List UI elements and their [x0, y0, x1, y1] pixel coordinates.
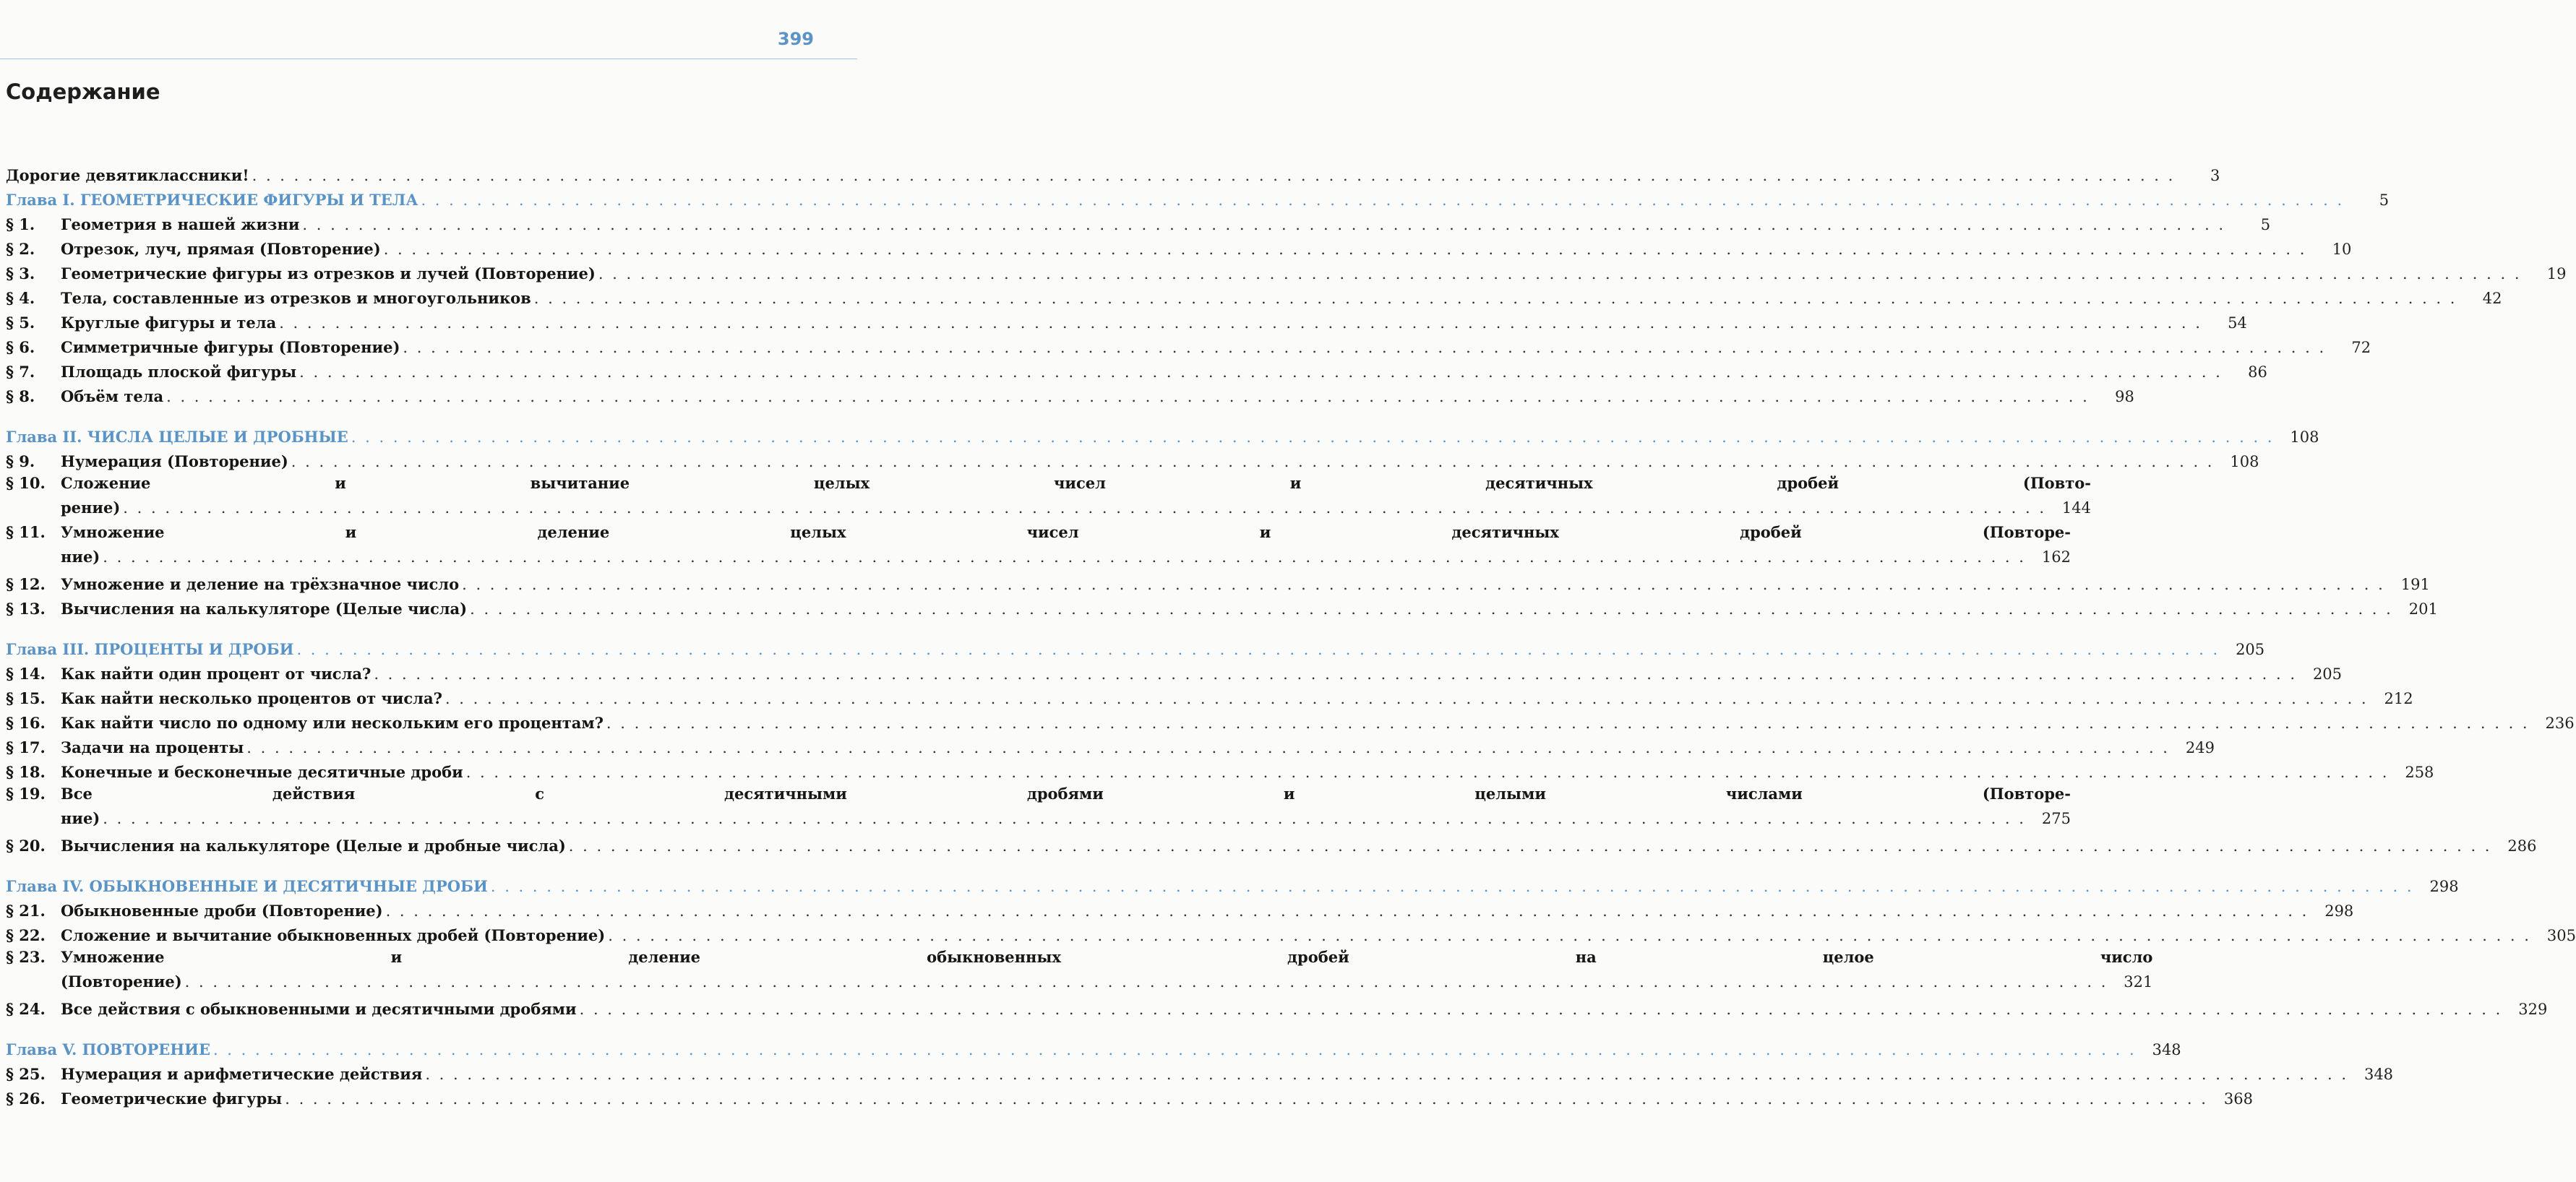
section-number: § 15. [6, 689, 46, 707]
chapter-gap [6, 855, 790, 871]
leader-dots [598, 264, 2522, 283]
leader-dots [445, 689, 2369, 708]
leader-dots [462, 575, 2385, 594]
toc-entry-label: Дорогие девятиклассники! [6, 166, 249, 184]
section-number: § 25. [6, 1065, 46, 1083]
section-number: § 19. [6, 785, 46, 803]
section-number: § 17. [6, 738, 46, 756]
section-label: Тела, составленные из отрезков и многоугольников [61, 289, 531, 307]
toc-section[interactable] [6, 569, 2430, 594]
section-label: Отрезок, луч, прямая (Повторение) [61, 240, 381, 258]
section-label-line1: Сложение и вычитание целых чисел и десятичных дробей (Повто- [61, 474, 2092, 492]
toc-section[interactable] [6, 357, 2267, 381]
chapter-gap [6, 406, 790, 422]
leader-dots [421, 191, 2344, 210]
leader-dots [252, 166, 2176, 185]
section-number: § 11. [6, 523, 46, 541]
section-page: 258 [2405, 764, 2434, 781]
toc-section[interactable] [6, 831, 2537, 855]
leader-dots [425, 1065, 2348, 1084]
leader-dots [608, 926, 2531, 945]
section-label-line1: Умножение и деление обыкновенных дробей на целое число [61, 948, 2153, 966]
leader-dots [569, 837, 2492, 855]
toc-section[interactable] [6, 896, 2354, 920]
toc-section[interactable] [6, 308, 2247, 332]
section-page: 72 [2351, 339, 2371, 356]
toc-section[interactable] [6, 683, 2413, 708]
chapter-label: Глава IV. ОБЫКНОВЕННЫЕ И ДЕСЯТИЧНЫЕ ДРОБИ [6, 877, 488, 895]
page-number: 399 [777, 29, 814, 49]
section-label-line2-row [61, 496, 2091, 520]
leader-dots [123, 496, 2046, 520]
section-body [61, 520, 2071, 569]
section-number: § 8. [6, 387, 35, 405]
chapter-label: Глава V. ПОВТОРЕНИЕ [6, 1040, 210, 1058]
leader-dots [386, 902, 2309, 920]
chapter-page: 5 [2379, 191, 2390, 209]
chapter-label: Глава II. ЧИСЛА ЦЕЛЫЕ И ДРОБНЫЕ [6, 428, 348, 446]
toc-section[interactable] [6, 594, 2438, 618]
section-page: 329 [2518, 1001, 2548, 1018]
section-page: 275 [2041, 810, 2071, 827]
toc-section[interactable] [6, 234, 2352, 259]
chapter-page: 348 [2152, 1041, 2181, 1058]
section-number: § 12. [6, 575, 46, 593]
section-label-line2: (Повторение) [61, 972, 182, 991]
toc-chapter[interactable] [6, 871, 2459, 896]
section-number: § 22. [6, 926, 46, 944]
section-page: 144 [2061, 499, 2092, 517]
toc-section[interactable] [6, 1084, 2253, 1108]
leader-dots [466, 763, 2390, 782]
section-label-line2: ние) [61, 809, 100, 827]
section-page: 348 [2364, 1066, 2394, 1083]
section-number: § 5. [6, 314, 35, 332]
toc-section[interactable] [6, 782, 2071, 831]
section-page: 54 [2228, 314, 2247, 332]
toc-entry-intro[interactable] [6, 160, 2220, 185]
leader-dots [246, 738, 2170, 757]
leader-dots [374, 665, 2297, 683]
toc-chapter[interactable] [6, 422, 2319, 447]
chapter-gap [6, 1019, 790, 1035]
section-label: Конечные и бесконечные десятичные дроби [61, 763, 463, 781]
section-page: 286 [2507, 837, 2537, 855]
toc-section[interactable] [6, 708, 2575, 733]
leader-dots [185, 970, 2108, 994]
toc-entry-page: 3 [2210, 167, 2220, 184]
section-label: Обыкновенные дроби (Повторение) [61, 902, 383, 920]
leader-dots [299, 363, 2223, 381]
section-page: 236 [2545, 715, 2575, 732]
section-number: § 2. [6, 240, 35, 258]
section-page: 98 [2115, 388, 2134, 405]
toc-section[interactable] [6, 733, 2215, 757]
section-label: Геометрия в нашей жизни [61, 215, 300, 233]
section-label: Симметричные фигуры (Повторение) [61, 338, 400, 356]
section-page: 321 [2124, 973, 2153, 991]
section-label-line1: Умножение и деление целых чисел и десятичных дробей (Повторе- [61, 523, 2071, 541]
toc-chapter[interactable] [6, 185, 2390, 210]
section-label: Как найти число по одному или нескольким его процентам? [61, 714, 604, 732]
section-page: 368 [2223, 1090, 2253, 1108]
section-page: 19 [2546, 265, 2567, 282]
section-label: Нумерация (Повторение) [61, 452, 288, 470]
leader-dots [403, 338, 2326, 357]
toc-section[interactable] [6, 659, 2343, 683]
leader-dots [291, 452, 2215, 471]
section-body [61, 471, 2091, 520]
section-number: § 21. [6, 902, 46, 920]
section-label: Как найти несколько процентов от числа? [61, 689, 442, 707]
toc-section[interactable] [6, 283, 2502, 308]
leader-dots [103, 545, 2026, 569]
toc-section[interactable] [6, 210, 2271, 234]
chapter-page: 205 [2236, 641, 2265, 658]
toc-section[interactable] [6, 381, 2134, 406]
toc-section[interactable] [6, 520, 2071, 569]
leader-dots [351, 428, 2275, 447]
section-page: 108 [2230, 453, 2259, 470]
section-number: § 26. [6, 1090, 46, 1108]
section-number: § 4. [6, 289, 35, 307]
section-label: Задачи на проценты [61, 738, 244, 756]
leader-dots [580, 1000, 2503, 1019]
section-number: § 9. [6, 452, 35, 470]
section-page: 305 [2546, 927, 2576, 944]
section-number: § 23. [6, 948, 46, 966]
section-number: § 16. [6, 714, 46, 732]
section-number: § 1. [6, 215, 35, 233]
section-page: 162 [2041, 548, 2071, 566]
chapter-page: 108 [2290, 428, 2319, 446]
section-label-line2: рение) [61, 499, 121, 517]
leader-dots [534, 289, 2457, 308]
section-number: § 24. [6, 1000, 46, 1018]
toc-section[interactable] [6, 757, 2434, 782]
section-label-line2: ние) [61, 548, 100, 566]
toc-section[interactable] [6, 920, 2576, 945]
section-number: § 10. [6, 474, 46, 492]
section-page: 10 [2332, 241, 2352, 258]
section-number: § 7. [6, 363, 35, 381]
leader-dots [606, 714, 2530, 733]
leader-dots [470, 600, 2393, 618]
leader-dots [103, 806, 2026, 831]
section-label: Геометрические фигуры [61, 1090, 283, 1108]
section-number: § 14. [6, 665, 46, 683]
section-body [61, 782, 2071, 831]
toc-section[interactable] [6, 1059, 2394, 1084]
leader-dots [213, 1040, 2137, 1059]
section-page: 201 [2408, 600, 2438, 618]
section-page: 42 [2482, 290, 2502, 307]
section-label-line2-row [61, 970, 2152, 994]
section-page: 205 [2312, 665, 2343, 683]
section-label: Площадь плоской фигуры [61, 363, 297, 381]
toc-chapter[interactable] [6, 634, 2265, 659]
section-label: Геометрические фигуры из отрезков и лучей (Повторение) [61, 264, 596, 282]
chapter-gap [6, 618, 790, 634]
chapter-label: Глава I. ГЕОМЕТРИЧЕСКИЕ ФИГУРЫ И ТЕЛА [6, 191, 418, 209]
leader-dots [384, 240, 2307, 259]
section-page: 212 [2384, 690, 2413, 707]
section-label-line1: Все действия с десятичными дробями и целыми числами (Повторе- [61, 785, 2071, 803]
leader-dots [491, 877, 2414, 896]
section-label: Вычисления на калькуляторе (Целые числа) [61, 600, 468, 618]
section-label: Вычисления на калькуляторе (Целые и дробные числа) [61, 837, 566, 855]
section-number: § 6. [6, 338, 35, 356]
toc-section[interactable] [6, 447, 2259, 471]
leader-dots [279, 314, 2202, 332]
chapter-label: Глава III. ПРОЦЕНТЫ И ДРОБИ [6, 640, 294, 658]
section-label: Все действия с обыкновенными и десятичными дробями [61, 1000, 577, 1018]
section-label: Нумерация и арифметические действия [61, 1065, 423, 1083]
section-number: § 20. [6, 837, 46, 855]
leader-dots [302, 215, 2225, 234]
leader-dots [285, 1090, 2208, 1108]
section-label: Сложение и вычитание обыкновенных дробей (Повторение) [61, 926, 606, 944]
section-label-line2-row [61, 806, 2071, 831]
leader-dots [296, 640, 2220, 659]
section-label: Круглые фигуры и тела [61, 314, 277, 332]
toc-section[interactable] [6, 259, 2567, 283]
section-page: 191 [2400, 576, 2430, 593]
section-number: § 18. [6, 763, 46, 781]
section-label: Умножение и деление на трёхзначное число [61, 575, 460, 593]
section-page: 86 [2248, 363, 2267, 381]
toc-section[interactable] [6, 332, 2371, 357]
section-page: 298 [2324, 902, 2354, 920]
section-number: § 13. [6, 600, 46, 618]
page-title: Содержание [6, 79, 160, 104]
section-page: 249 [2185, 739, 2215, 756]
toc-chapter[interactable] [6, 1035, 2181, 1059]
toc-section[interactable] [6, 945, 2153, 994]
section-body [61, 945, 2152, 994]
section-number: § 3. [6, 264, 35, 282]
section-page: 5 [2260, 216, 2271, 233]
toc-section[interactable] [6, 994, 2548, 1019]
table-of-contents [6, 160, 2576, 1108]
leader-dots [166, 387, 2090, 406]
section-label: Объём тела [61, 387, 164, 405]
section-label-line2-row [61, 545, 2071, 569]
toc-section[interactable] [6, 471, 2092, 520]
section-label: Как найти один процент от числа? [61, 665, 372, 683]
chapter-page: 298 [2429, 878, 2459, 895]
